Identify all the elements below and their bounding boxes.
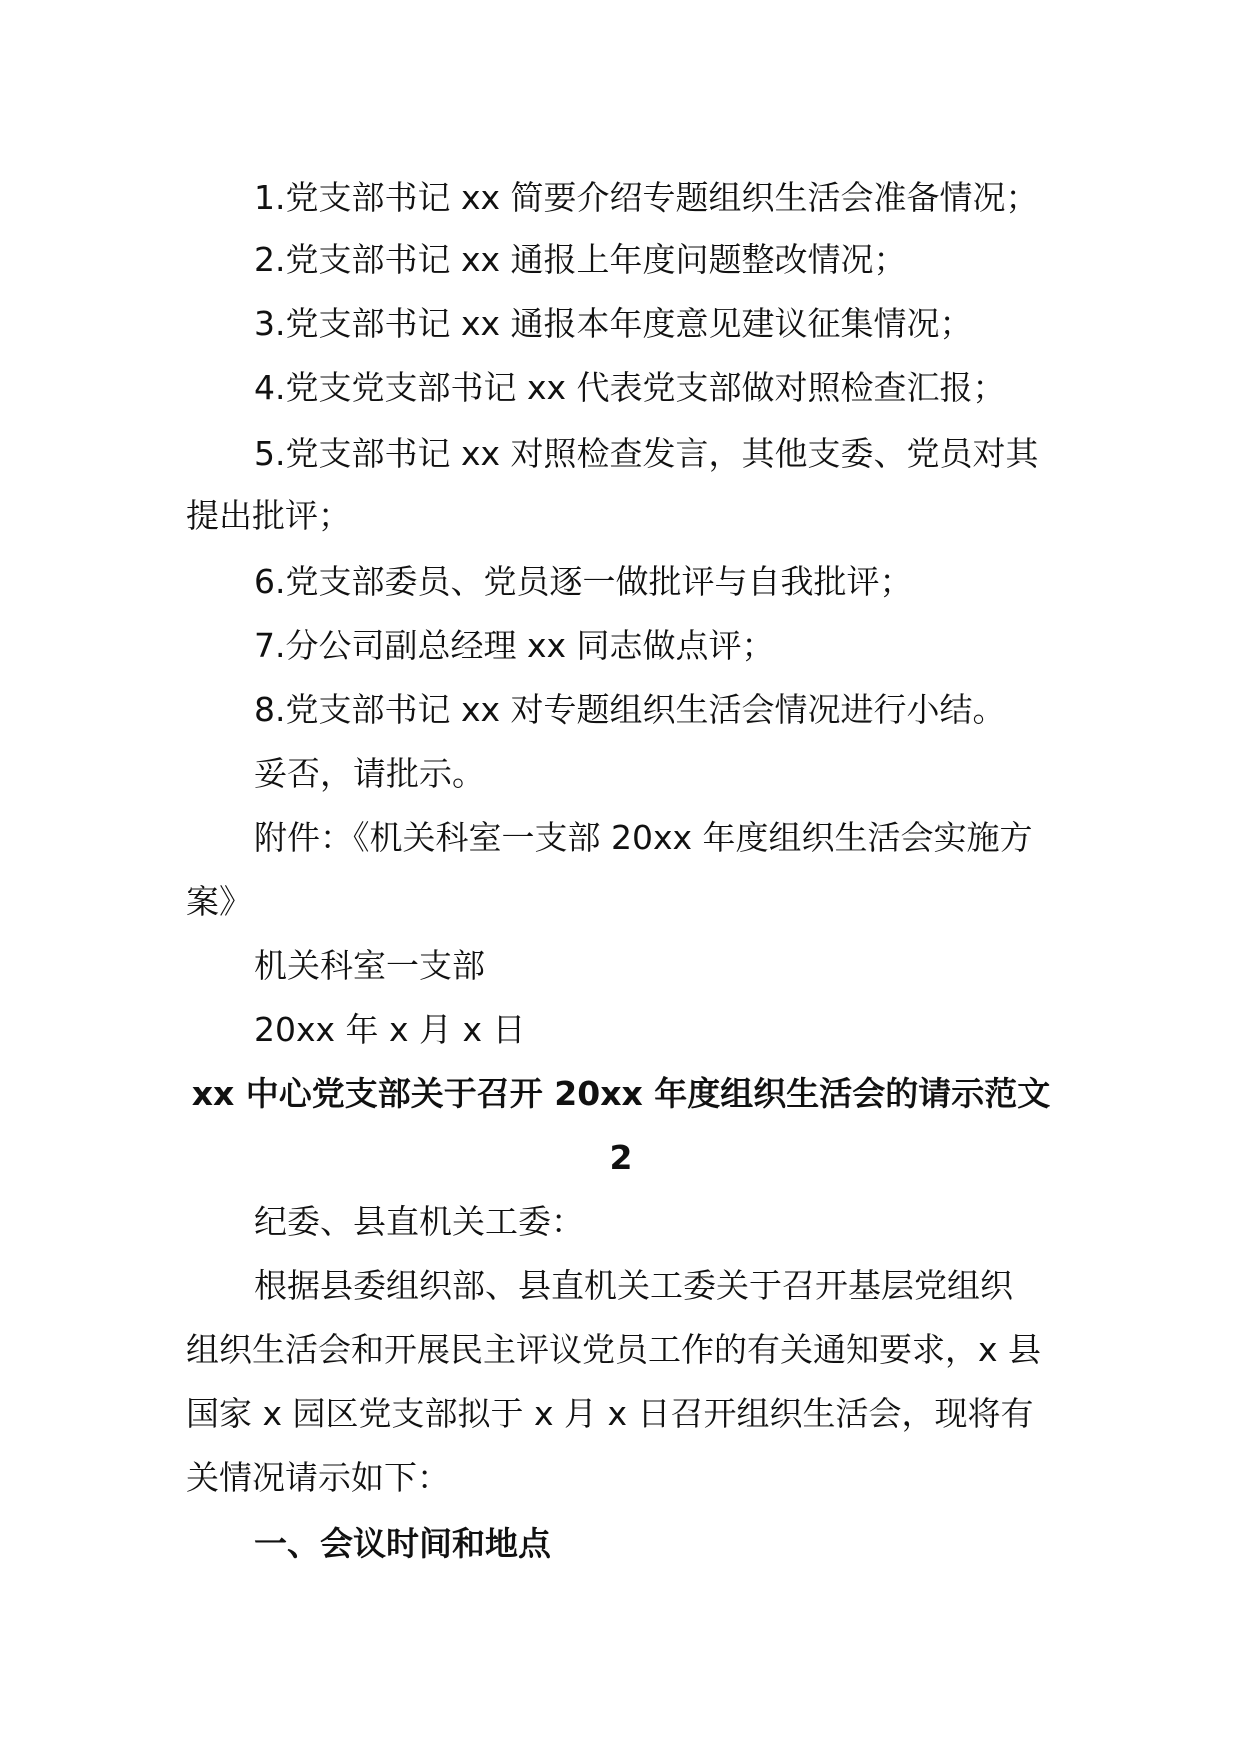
attachment-line: 附件：《机关科室一支部 20xx 年度组织生活会实施方 (254, 818, 1033, 857)
list-item-1: 1.党支部书记 xx 简要介绍专题组织生活会准备情况； (254, 178, 1039, 217)
signature-date: 20xx 年 x 月 x 日 (254, 1010, 526, 1049)
list-item-3: 3.党支部书记 xx 通报本年度意见建议征集情况； (254, 304, 973, 343)
list-item-5: 5.党支部书记 xx 对照检查发言，其他支委、党员对其 (254, 434, 1039, 473)
signature-org: 机关科室一支部 (254, 946, 485, 985)
body-paragraph-line-3: 国家 x 园区党支部拟于 x 月 x 日召开组织生活会，现将有 (186, 1394, 1034, 1433)
attachment-line-continued: 案》 (186, 882, 252, 921)
addressee: 纪委、县直机关工委： (254, 1202, 584, 1241)
list-item-5-continued: 提出批评； (186, 496, 351, 535)
list-item-4: 4.党支党支部书记 xx 代表党支部做对照检查汇报； (254, 368, 1006, 407)
body-paragraph-line-2: 组织生活会和开展民主评议党员工作的有关通知要求，x 县 (186, 1330, 1042, 1369)
body-paragraph-line-1: 根据县委组织部、县直机关工委关于召开基层党组织 (254, 1266, 1013, 1305)
section-heading-1: 一、会议时间和地点 (254, 1524, 551, 1563)
list-item-8: 8.党支部书记 xx 对专题组织生活会情况进行小结。 (254, 690, 1006, 729)
list-item-2: 2.党支部书记 xx 通报上年度问题整改情况； (254, 240, 907, 279)
section-title-number: 2 (609, 1138, 633, 1177)
closing-request: 妥否，请批示。 (254, 754, 485, 793)
list-item-7: 7.分公司副总经理 xx 同志做点评； (254, 626, 775, 665)
list-item-6: 6.党支部委员、党员逐一做批评与自我批评； (254, 562, 913, 601)
section-title: xx 中心党支部关于召开 20xx 年度组织生活会的请示范文 (191, 1074, 1051, 1113)
body-paragraph-line-4: 关情况请示如下： (186, 1458, 450, 1497)
